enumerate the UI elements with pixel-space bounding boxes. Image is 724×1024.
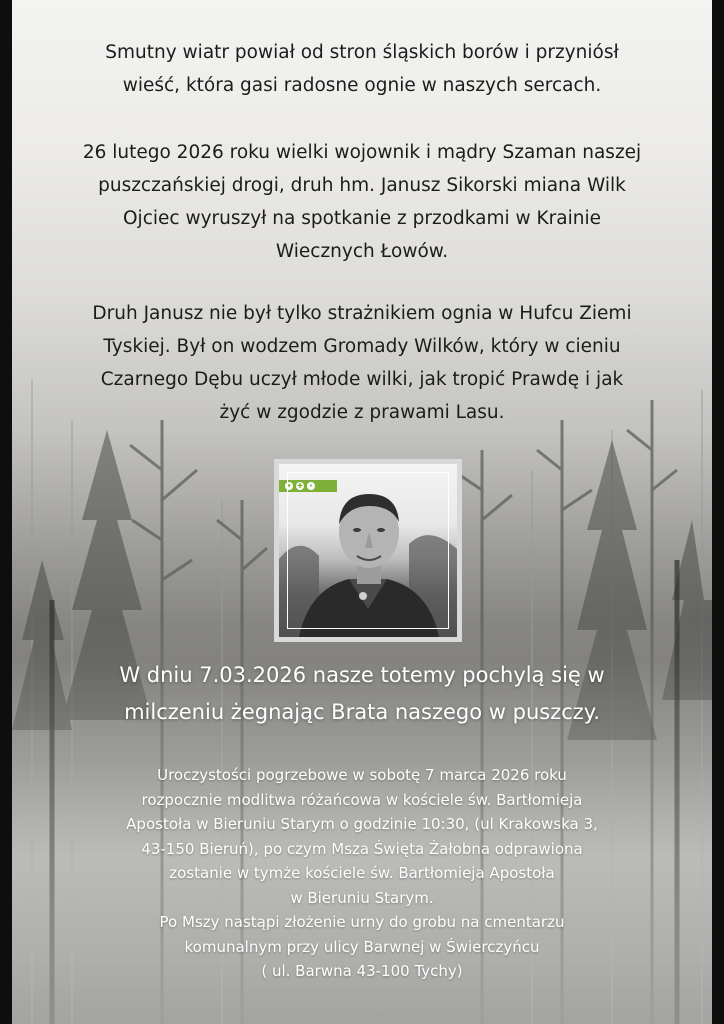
- scout-cross-icon: ✚: [297, 482, 303, 490]
- scout-lily-icon: ✦: [286, 482, 292, 490]
- funeral-details: Uroczystości pogrzebowe w sobotę 7 marca 2026 roku rozpocznie modlitwa różańcowa w kościele św. Bartłomieja Apostoła w Bieruniu Starym o godzinie 10:30, (ul Krakowska 3, 43-150 Bieruń), po czym Msza Święta Żałobna odprawiona zostanie w tymże kościele św. Bartłomieja Apostoła w Bieruniu Starym. Po Mszy nastąpi złożenie urny do grobu na cmentarzu komunalnym przy ulicy Barwnej w Świerczyńcu ( ul. Barwna 43-100 Tychy): [126, 766, 598, 980]
- tribute-paragraph: Druh Janusz nie był tylko strażnikiem ognia w Hufcu Ziemi Tyskiej. Był on wodzem Gromady Wilków, który w cieniu Czarnego Dębu uczył młode wilki, jak tropić Prawdę i jak żyć w zgodzie z prawami Lasu.: [92, 303, 632, 423]
- portrait-frame: [274, 459, 462, 642]
- portrait-photo: [279, 464, 457, 637]
- intro-paragraph: Smutny wiatr powiał od stron śląskich borów i przyniósł wieść, która gasi radosne ognie w naszych sercach.: [105, 42, 619, 96]
- memorial-page: [12, 0, 712, 1024]
- photo-inner-border: [287, 472, 449, 629]
- scout-badge-icon: •: [308, 482, 314, 490]
- ceremony-headline: W dniu 7.03.2026 nasze totemy pochylą się w milczeniu żegnając Brata naszego w puszczy.: [119, 663, 605, 724]
- announcement-paragraph: 26 lutego 2026 roku wielki wojownik i mądry Szaman naszej puszczańskiej drogi, druh hm. Janusz Sikorski miana Wilk Ojciec wyruszył na spotkanie z przodkami w Krainie Wiecznych Łowów.: [82, 142, 642, 262]
